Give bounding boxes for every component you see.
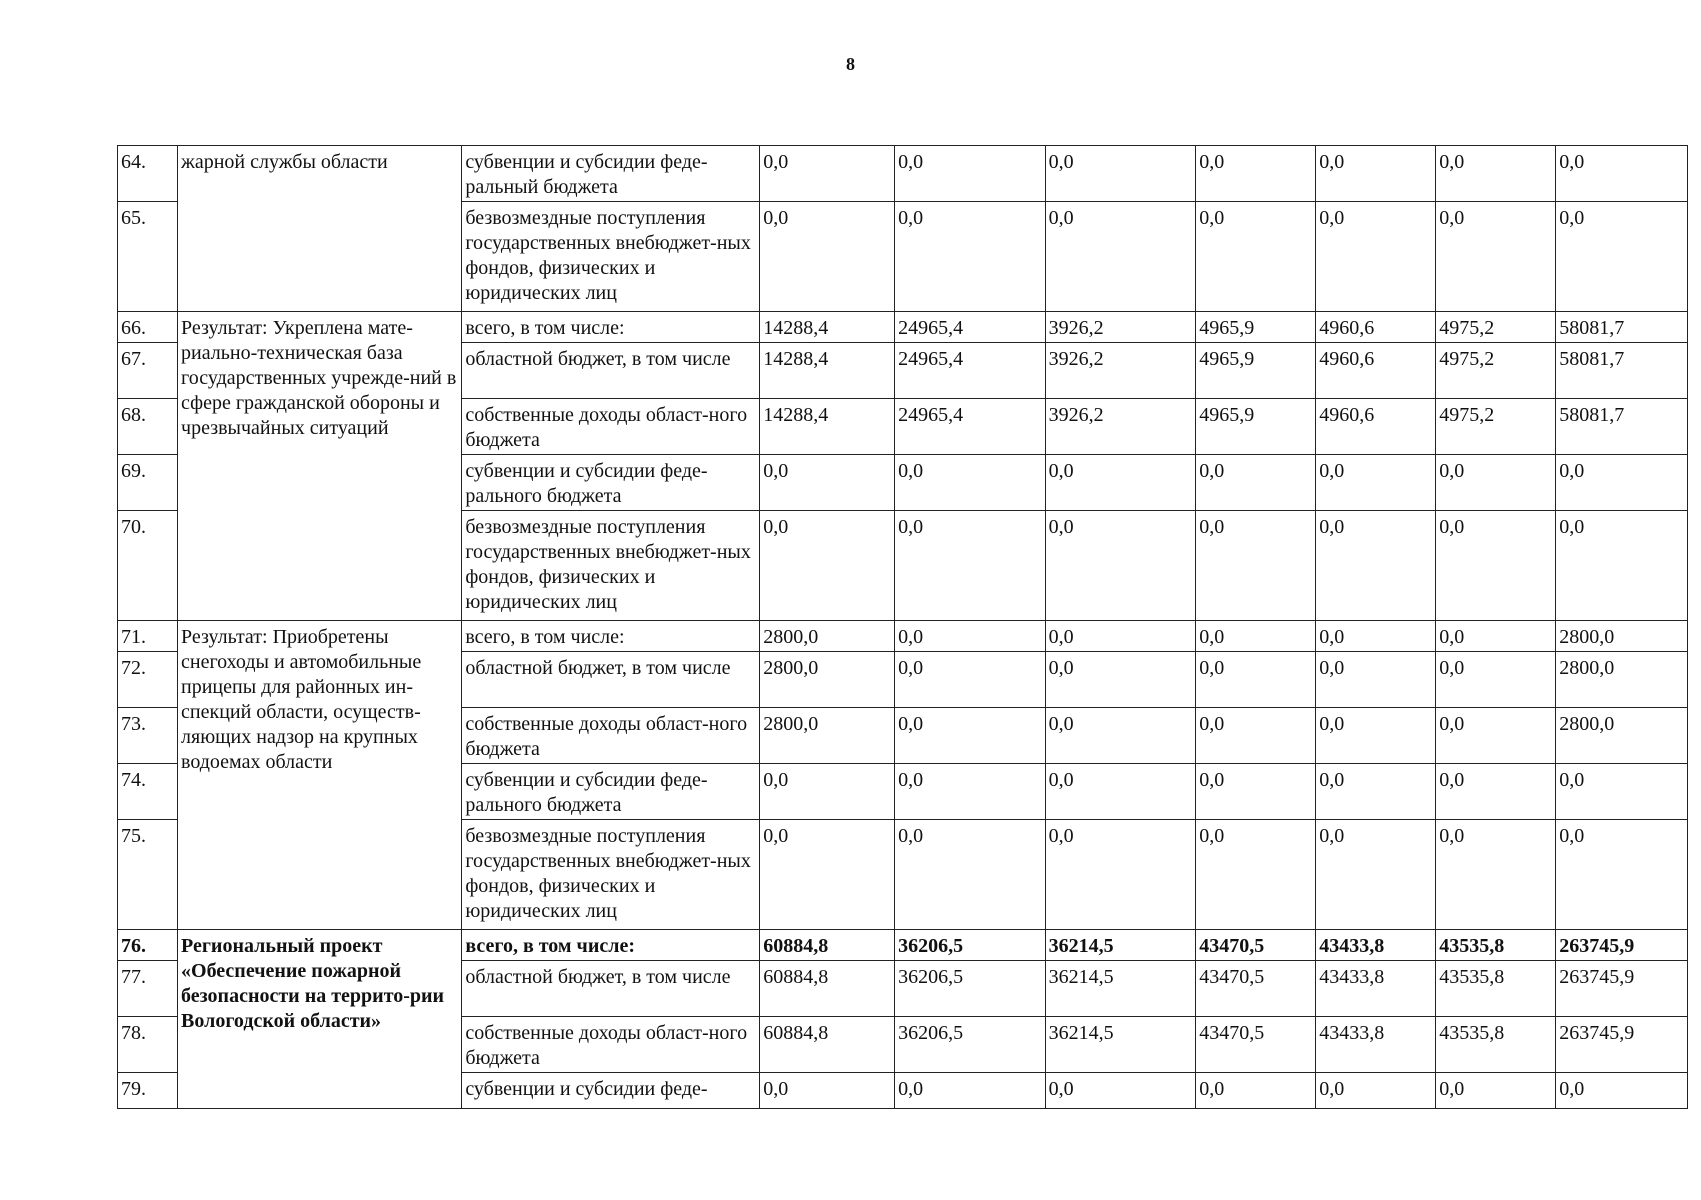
value-cell: 0,0 — [1045, 455, 1196, 511]
value-cell: 0,0 — [1045, 511, 1196, 621]
value-cell: 36214,5 — [1045, 961, 1196, 1017]
value-cell: 0,0 — [1316, 511, 1436, 621]
value-cell: 4965,9 — [1196, 399, 1316, 455]
value-cell: 0,0 — [1556, 820, 1688, 930]
value-cell: 0,0 — [895, 1073, 1046, 1109]
value-cell: 58081,7 — [1556, 399, 1688, 455]
table-row — [118, 621, 1688, 652]
value-cell: 36206,5 — [895, 1017, 1046, 1073]
value-cell: 0,0 — [1316, 455, 1436, 511]
value-cell: 58081,7 — [1556, 343, 1688, 399]
value-cell: 0,0 — [1436, 708, 1556, 764]
value-cell: 2800,0 — [760, 652, 895, 708]
value-cell: 0,0 — [760, 146, 895, 202]
funding-source: безвозмездные поступления государственных внебюджет-ных фондов, физических и юридических лиц — [462, 820, 760, 930]
value-cell: 0,0 — [1436, 764, 1556, 820]
value-cell: 0,0 — [1196, 202, 1316, 312]
value-cell: 0,0 — [895, 202, 1046, 312]
value-cell: 43470,5 — [1196, 930, 1316, 961]
value-cell: 43470,5 — [1196, 961, 1316, 1017]
value-cell: 0,0 — [1196, 455, 1316, 511]
funding-source: всего, в том числе: — [462, 930, 760, 961]
value-cell: 0,0 — [895, 820, 1046, 930]
value-cell: 0,0 — [1316, 764, 1436, 820]
value-cell: 0,0 — [760, 455, 895, 511]
funding-source: собственные доходы област-ного бюджета — [462, 1017, 760, 1073]
value-cell: 0,0 — [1045, 820, 1196, 930]
value-cell: 0,0 — [1045, 202, 1196, 312]
value-cell: 36206,5 — [895, 961, 1046, 1017]
funding-source: собственные доходы област-ного бюджета — [462, 708, 760, 764]
value-cell: 0,0 — [895, 708, 1046, 764]
value-cell: 2800,0 — [1556, 708, 1688, 764]
funding-source: областной бюджет, в том числе — [462, 343, 760, 399]
value-cell: 0,0 — [1045, 708, 1196, 764]
value-cell: 0,0 — [895, 621, 1046, 652]
funding-source: субвенции и субсидии феде- — [462, 1073, 760, 1109]
value-cell: 0,0 — [1045, 146, 1196, 202]
row-number: 72. — [118, 652, 178, 708]
value-cell: 0,0 — [1316, 146, 1436, 202]
value-cell: 0,0 — [1196, 652, 1316, 708]
value-cell: 0,0 — [760, 511, 895, 621]
value-cell: 24965,4 — [895, 312, 1046, 343]
table-row — [118, 930, 1688, 961]
value-cell: 24965,4 — [895, 343, 1046, 399]
value-cell: 43535,8 — [1436, 961, 1556, 1017]
value-cell: 0,0 — [760, 820, 895, 930]
value-cell: 4960,6 — [1316, 312, 1436, 343]
value-cell: 4975,2 — [1436, 343, 1556, 399]
funding-source: областной бюджет, в том числе — [462, 961, 760, 1017]
value-cell: 2800,0 — [1556, 621, 1688, 652]
value-cell: 2800,0 — [760, 708, 895, 764]
value-cell: 60884,8 — [760, 930, 895, 961]
group-description: Результат: Приобретены снегоходы и автомобильные прицепы для районных ин-спекций области, осуществ-ляющих надзор на крупных водоемах области — [178, 621, 462, 930]
funding-source: субвенции и субсидии феде-рального бюджета — [462, 455, 760, 511]
value-cell: 0,0 — [1436, 652, 1556, 708]
row-number: 73. — [118, 708, 178, 764]
value-cell: 0,0 — [1436, 1073, 1556, 1109]
value-cell: 0,0 — [1196, 146, 1316, 202]
row-number: 77. — [118, 961, 178, 1017]
value-cell: 263745,9 — [1556, 1017, 1688, 1073]
value-cell: 0,0 — [1556, 146, 1688, 202]
value-cell: 4975,2 — [1436, 399, 1556, 455]
funding-source: всего, в том числе: — [462, 312, 760, 343]
row-number: 67. — [118, 343, 178, 399]
funding-source: субвенции и субсидии феде-ральный бюджета — [462, 146, 760, 202]
row-number: 68. — [118, 399, 178, 455]
value-cell: 4965,9 — [1196, 312, 1316, 343]
value-cell: 0,0 — [760, 202, 895, 312]
value-cell: 24965,4 — [895, 399, 1046, 455]
value-cell: 0,0 — [1436, 621, 1556, 652]
row-number: 66. — [118, 312, 178, 343]
value-cell: 0,0 — [1316, 652, 1436, 708]
value-cell: 0,0 — [1436, 820, 1556, 930]
group-description: Результат: Укреплена мате-риально-техническая база государственных учрежде-ний в сфере гражданской обороны и чрезвычайных ситуаций — [178, 312, 462, 621]
value-cell: 263745,9 — [1556, 930, 1688, 961]
funding-source: субвенции и субсидии феде-рального бюджета — [462, 764, 760, 820]
row-number: 64. — [118, 146, 178, 202]
value-cell: 4960,6 — [1316, 399, 1436, 455]
funding-source: всего, в том числе: — [462, 621, 760, 652]
value-cell: 2800,0 — [1556, 652, 1688, 708]
row-number: 78. — [118, 1017, 178, 1073]
value-cell: 0,0 — [1556, 455, 1688, 511]
value-cell: 36214,5 — [1045, 930, 1196, 961]
value-cell: 0,0 — [1316, 708, 1436, 764]
value-cell: 0,0 — [1196, 621, 1316, 652]
value-cell: 0,0 — [895, 652, 1046, 708]
value-cell: 0,0 — [760, 764, 895, 820]
funding-source: безвозмездные поступления государственных внебюджет-ных фондов, физических и юридических лиц — [462, 511, 760, 621]
value-cell: 0,0 — [895, 764, 1046, 820]
row-number: 76. — [118, 930, 178, 961]
value-cell: 3926,2 — [1045, 343, 1196, 399]
value-cell: 0,0 — [1316, 820, 1436, 930]
value-cell: 4975,2 — [1436, 312, 1556, 343]
value-cell: 14288,4 — [760, 343, 895, 399]
funding-source: безвозмездные поступления государственных внебюджет-ных фондов, физических и юридических лиц — [462, 202, 760, 312]
value-cell: 0,0 — [1316, 621, 1436, 652]
budget-table — [117, 145, 1688, 1109]
table-row — [118, 312, 1688, 343]
value-cell: 43535,8 — [1436, 930, 1556, 961]
value-cell: 0,0 — [1436, 146, 1556, 202]
value-cell: 0,0 — [1316, 202, 1436, 312]
value-cell: 14288,4 — [760, 399, 895, 455]
row-number: 70. — [118, 511, 178, 621]
value-cell: 43535,8 — [1436, 1017, 1556, 1073]
row-number: 79. — [118, 1073, 178, 1109]
value-cell: 0,0 — [1045, 652, 1196, 708]
value-cell: 0,0 — [1316, 1073, 1436, 1109]
value-cell: 0,0 — [1045, 1073, 1196, 1109]
value-cell: 4965,9 — [1196, 343, 1316, 399]
value-cell: 58081,7 — [1556, 312, 1688, 343]
value-cell: 60884,8 — [760, 961, 895, 1017]
value-cell: 0,0 — [1556, 764, 1688, 820]
value-cell: 0,0 — [895, 455, 1046, 511]
value-cell: 0,0 — [1196, 708, 1316, 764]
group-description: Региональный проект «Обеспечение пожарной безопасности на террито-рии Вологодской области» — [178, 930, 462, 1109]
value-cell: 0,0 — [1196, 820, 1316, 930]
value-cell: 0,0 — [1436, 511, 1556, 621]
row-number: 75. — [118, 820, 178, 930]
funding-source: собственные доходы област-ного бюджета — [462, 399, 760, 455]
value-cell: 0,0 — [1196, 511, 1316, 621]
value-cell: 36206,5 — [895, 930, 1046, 961]
value-cell: 0,0 — [1045, 621, 1196, 652]
value-cell: 0,0 — [1196, 764, 1316, 820]
value-cell: 0,0 — [895, 511, 1046, 621]
value-cell: 14288,4 — [760, 312, 895, 343]
value-cell: 0,0 — [1556, 202, 1688, 312]
value-cell: 0,0 — [1556, 1073, 1688, 1109]
row-number: 69. — [118, 455, 178, 511]
table-row — [118, 146, 1688, 202]
value-cell: 0,0 — [1436, 202, 1556, 312]
value-cell: 0,0 — [1045, 764, 1196, 820]
value-cell: 263745,9 — [1556, 961, 1688, 1017]
page-number: 8 — [846, 54, 855, 74]
value-cell: 3926,2 — [1045, 399, 1196, 455]
value-cell: 43433,8 — [1316, 961, 1436, 1017]
group-description: жарной службы области — [178, 146, 462, 312]
row-number: 65. — [118, 202, 178, 312]
funding-source: областной бюджет, в том числе — [462, 652, 760, 708]
value-cell: 4960,6 — [1316, 343, 1436, 399]
value-cell: 0,0 — [1196, 1073, 1316, 1109]
value-cell: 3926,2 — [1045, 312, 1196, 343]
value-cell: 43433,8 — [1316, 930, 1436, 961]
value-cell: 43470,5 — [1196, 1017, 1316, 1073]
row-number: 71. — [118, 621, 178, 652]
value-cell: 60884,8 — [760, 1017, 895, 1073]
value-cell: 43433,8 — [1316, 1017, 1436, 1073]
row-number: 74. — [118, 764, 178, 820]
value-cell: 36214,5 — [1045, 1017, 1196, 1073]
value-cell: 0,0 — [1436, 455, 1556, 511]
value-cell: 0,0 — [895, 146, 1046, 202]
value-cell: 0,0 — [760, 1073, 895, 1109]
value-cell: 2800,0 — [760, 621, 895, 652]
value-cell: 0,0 — [1556, 511, 1688, 621]
